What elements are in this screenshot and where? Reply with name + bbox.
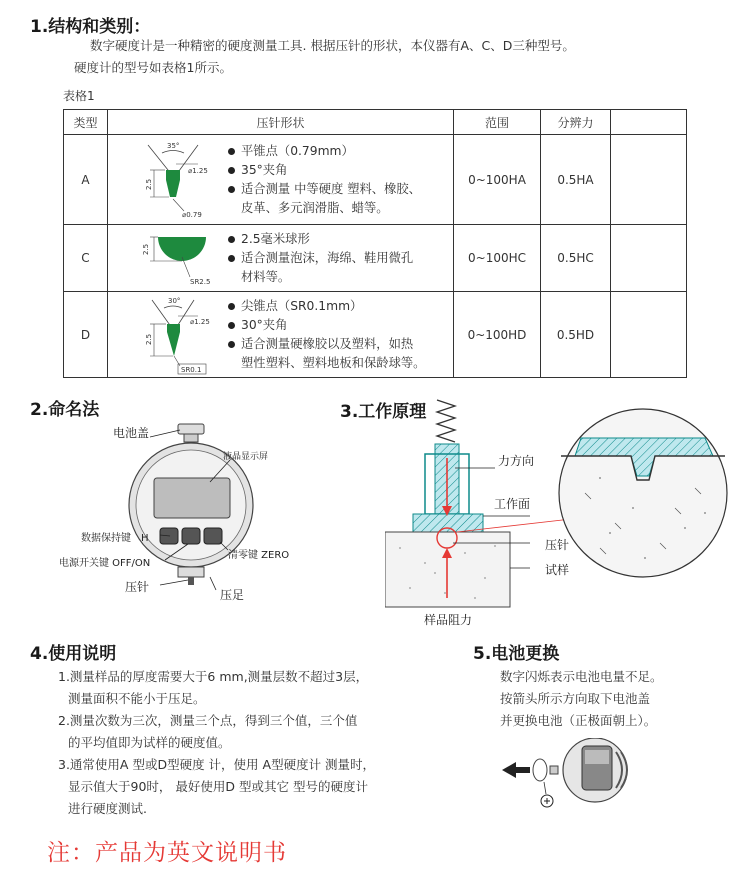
row-resolution: 0.5HD — [541, 292, 611, 378]
row-blank — [611, 292, 687, 378]
row-blank — [611, 135, 687, 225]
section5-title: 5.电池更换 — [473, 644, 560, 664]
type-d-d1: ⌀1.25 — [190, 318, 210, 326]
list-item: 进行硬度测试. — [68, 801, 147, 816]
row-resolution: 0.5HC — [541, 225, 611, 292]
battery-line: 并更换电池（正极面朝上）。 — [500, 713, 657, 728]
section1-intro-line2: 硬度计的型号如表格1所示。 — [74, 60, 232, 75]
section3-title: 3.工作原理 — [340, 402, 427, 422]
label-foot: 压足 — [220, 588, 245, 602]
list-item: 2.测量次数为三次，测量三个点，得到三个值，三个值 — [58, 713, 358, 728]
list-item: 尖锥点（SR0.1mm） — [228, 297, 425, 316]
type-a-d2: ⌀0.79 — [182, 211, 202, 219]
type-c-indenter-diagram — [128, 227, 228, 289]
battery-text — [500, 666, 663, 732]
row-type: D — [64, 292, 108, 378]
type-d-bullets — [228, 292, 425, 377]
type-c-bullets — [228, 225, 413, 291]
list-item: 测量面积不能小于压足。 — [68, 691, 206, 706]
list-item: 适合测量 中等硬度 塑料、橡胶、 — [228, 180, 421, 199]
working-principle-diagram — [385, 398, 730, 613]
battery-line: 数字闪烁表示电池电量不足。 — [500, 669, 663, 684]
shape-cell — [108, 292, 454, 378]
header-blank — [611, 110, 687, 135]
label-zero-key: 清零键 ZERO — [228, 550, 290, 561]
arrow-left-icon — [502, 762, 530, 778]
type-c-radius: SR2.5 — [190, 278, 211, 286]
label-indenter-principle: 压针 — [545, 538, 570, 552]
type-a-angle: 35° — [167, 142, 180, 150]
label-indenter: 压针 — [125, 580, 150, 594]
list-item: 30°夹角 — [228, 316, 425, 335]
nomenclature-diagram — [80, 420, 310, 620]
list-item-continued: 皮革、多元润滑脂、蜡等。 — [241, 200, 389, 215]
list-item: 35°夹角 — [228, 161, 421, 180]
type-d-angle: 30° — [168, 297, 181, 305]
list-item: 平锥点（0.79mm） — [228, 142, 421, 161]
table-row — [64, 135, 687, 225]
type-c-height: 2.5 — [142, 243, 150, 255]
label-sample: 试样 — [545, 563, 570, 577]
label-lcd: 液晶显示屏 — [223, 452, 269, 462]
list-item: 适合测量硬橡胶以及塑料，如热 — [228, 335, 425, 354]
list-item: 显示值大于90时， 最好使用D 型或其它 型号的硬度计 — [68, 779, 368, 794]
list-item: 的平均值即为试样的硬度值。 — [68, 735, 231, 750]
type-a-bullets — [228, 135, 421, 224]
list-item-continued: 材料等。 — [241, 269, 291, 284]
row-type: C — [64, 225, 108, 292]
usage-list — [58, 666, 375, 820]
label-sample-resistance: 样品阻力 — [424, 613, 473, 627]
section2-title: 2.命名法 — [30, 400, 100, 420]
row-range: 0~100HA — [454, 135, 541, 225]
type-a-indenter-diagram — [128, 139, 228, 221]
table-caption: 表格1 — [63, 89, 95, 103]
header-shape: 压针形状 — [108, 110, 454, 135]
label-work-face: 工作面 — [494, 497, 531, 511]
type-d-radius: SR0.1 — [181, 366, 202, 374]
spec-table — [63, 109, 687, 378]
row-range: 0~100HD — [454, 292, 541, 378]
type-a-height: 2.5 — [145, 178, 153, 190]
battery-line: 按箭头所示方向取下电池盖 — [500, 691, 651, 706]
list-item: 2.5毫米球形 — [228, 230, 413, 249]
type-d-indenter-diagram — [128, 294, 228, 376]
type-a-d1: ⌀1.25 — [188, 167, 208, 175]
header-resolution: 分辨力 — [541, 110, 611, 135]
label-battery-cover: 电池盖 — [113, 426, 150, 440]
table-header-row — [64, 110, 687, 135]
footer-note: 注：产品为英文说明书 — [47, 840, 287, 866]
shape-cell — [108, 135, 454, 225]
table-row — [64, 292, 687, 378]
row-blank — [611, 225, 687, 292]
battery-replacement-diagram — [500, 738, 660, 813]
shape-cell — [108, 225, 454, 292]
section4-title: 4.使用说明 — [30, 644, 117, 664]
label-hold-key: 数据保持键 H — [81, 533, 149, 544]
table-row — [64, 225, 687, 292]
list-item-continued: 塑性塑料、塑料地板和保龄球等。 — [241, 355, 426, 370]
section1-intro-line1: 数字硬度计是一种精密的硬度测量工具. 根据压针的形状，本仪器有A、C、D三种型号。 — [90, 38, 575, 53]
section1-title: 1.结构和类别： — [30, 17, 151, 37]
label-force-direction: 力方向 — [498, 454, 535, 468]
list-item: 适合测量泡沫，海绵、鞋用微孔 — [228, 249, 413, 268]
header-range: 范围 — [454, 110, 541, 135]
row-type: A — [64, 135, 108, 225]
row-resolution: 0.5HA — [541, 135, 611, 225]
list-item: 3.通常使用A 型或D型硬度 计，使用 A型硬度计 测量时， — [58, 757, 376, 772]
row-range: 0~100HC — [454, 225, 541, 292]
label-power-key: 电源开关键 OFF/ON — [59, 558, 151, 569]
header-type: 类型 — [64, 110, 108, 135]
list-item: 1.测量样品的厚度需要大于6 mm,测量层数不超过3层， — [58, 669, 369, 684]
type-d-height: 2.5 — [145, 333, 153, 345]
